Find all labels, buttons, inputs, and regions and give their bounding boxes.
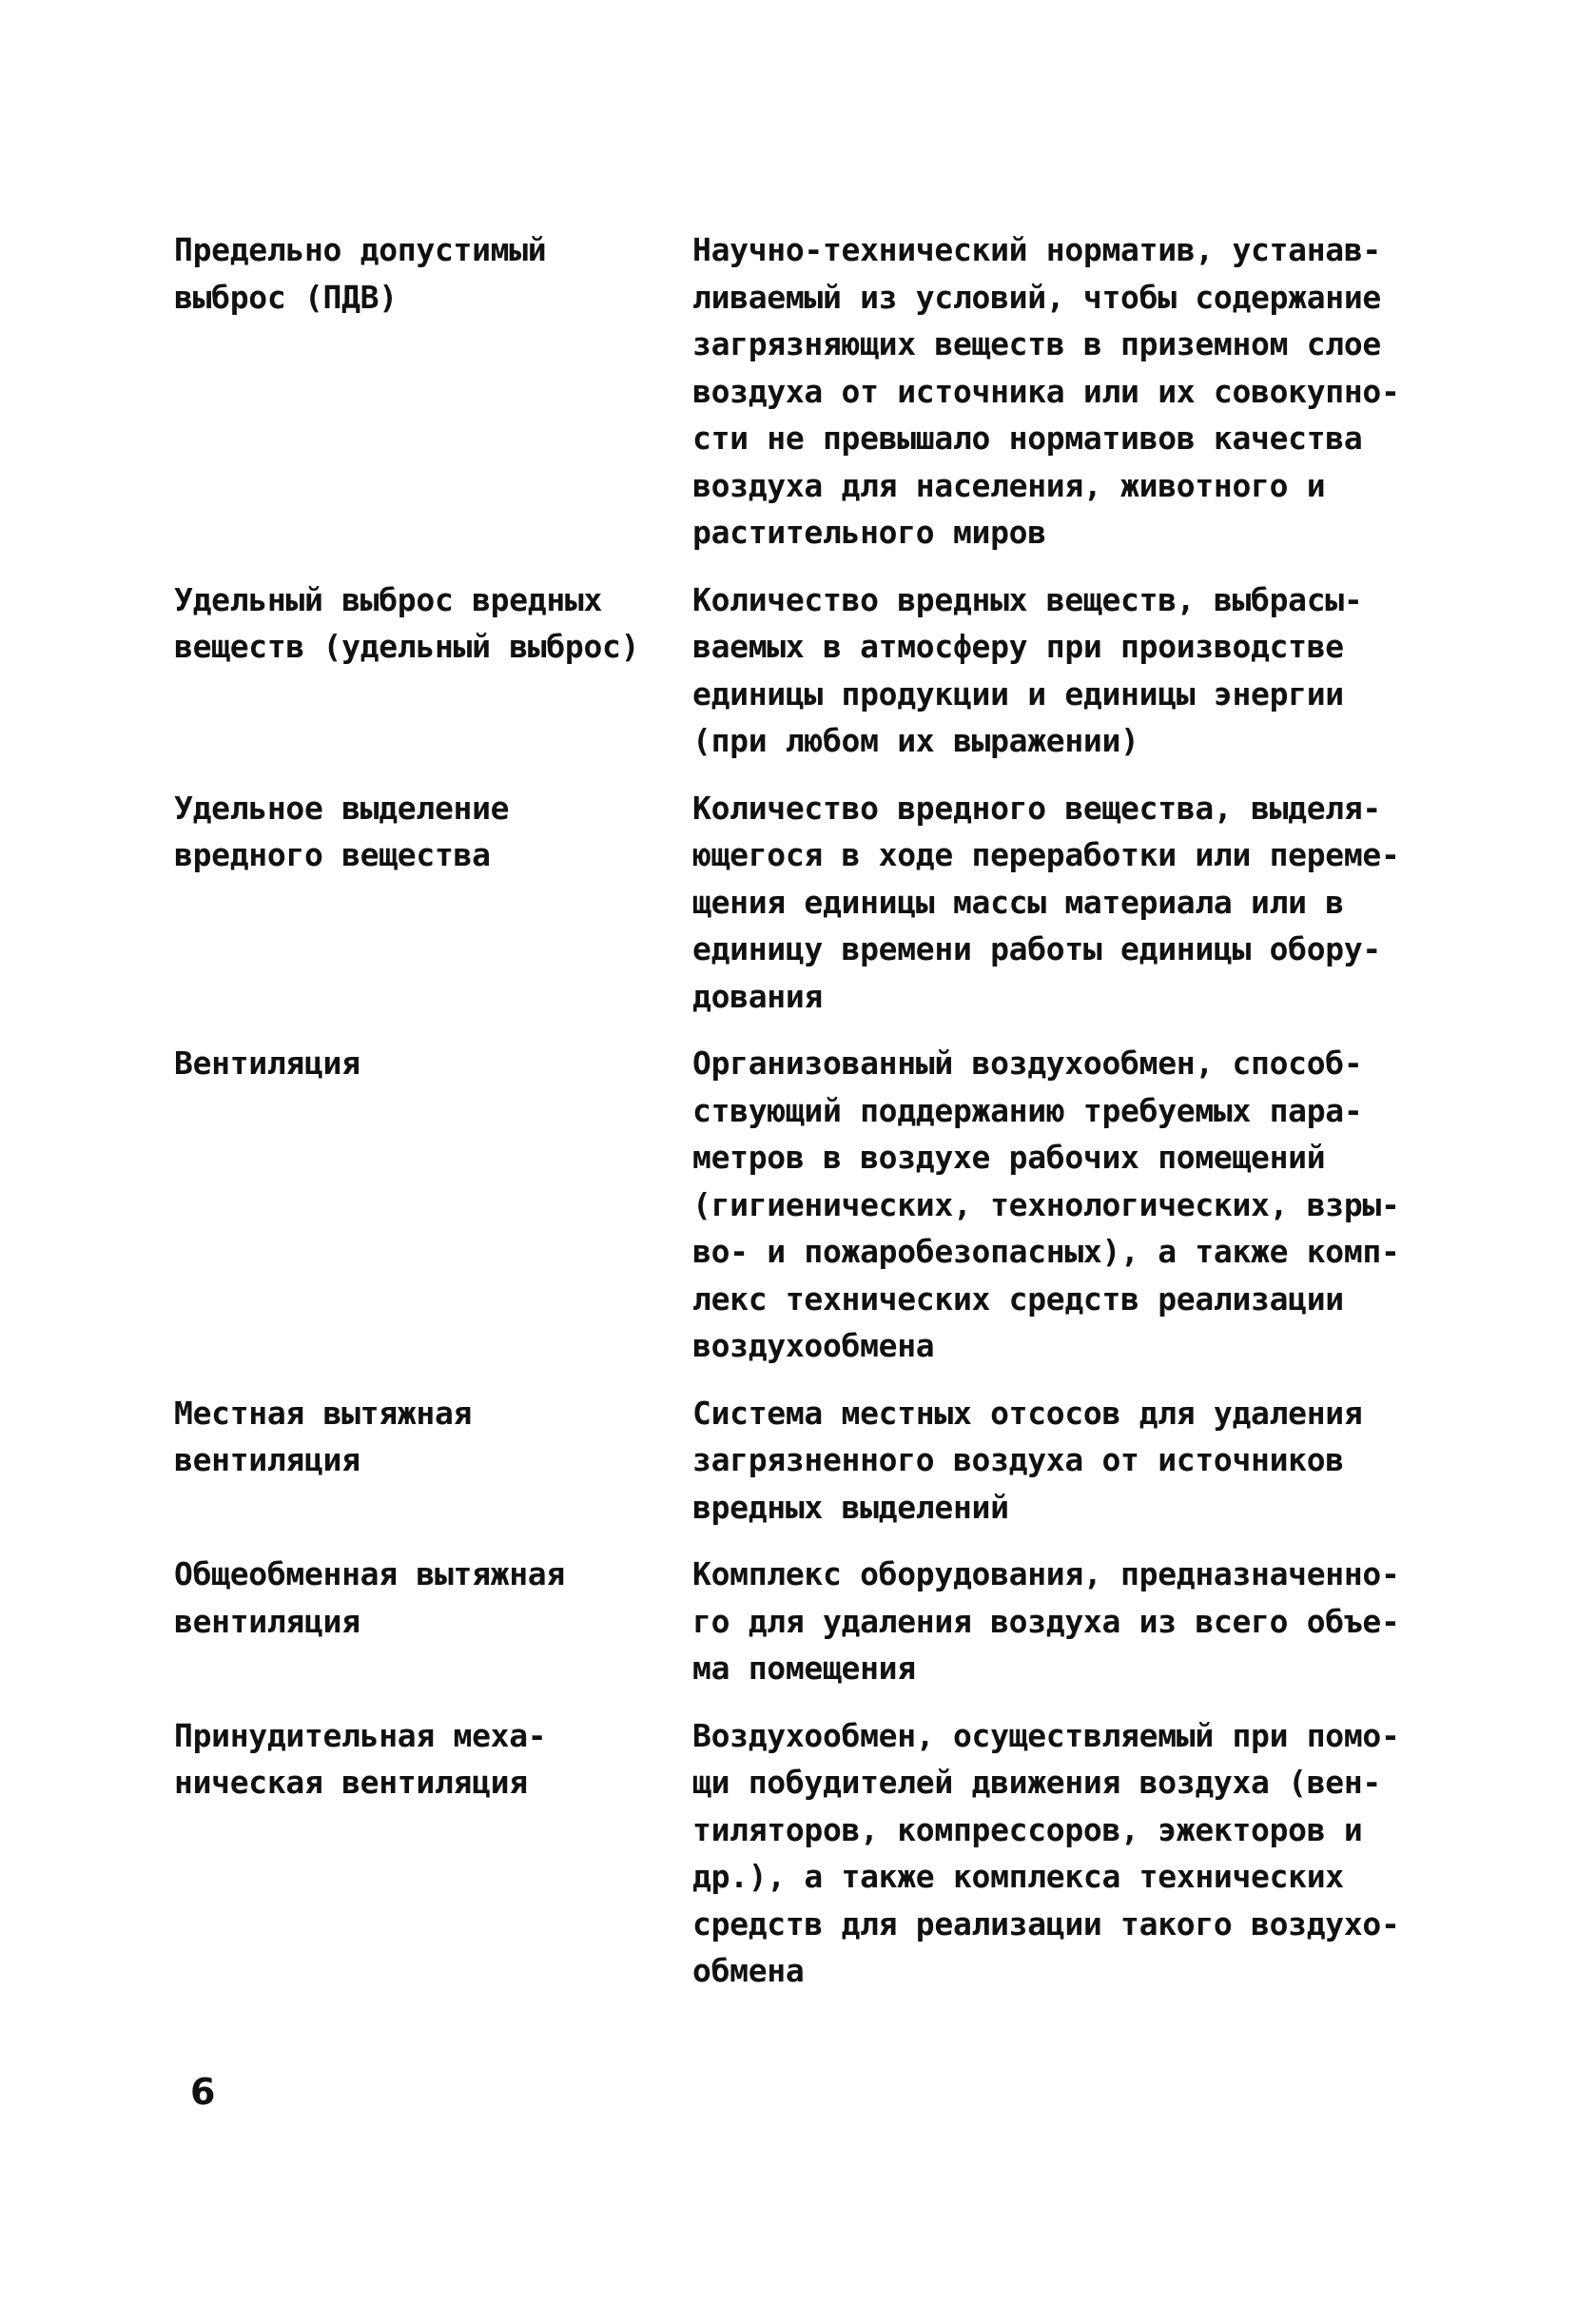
glossary-entry-specific-release — [174, 785, 1468, 1021]
glossary-entry-local-exhaust — [174, 1390, 1468, 1532]
glossary-table — [174, 226, 1468, 1995]
definition-ventilation: Организованный воздухообмен, способ- ствующий поддержанию требуемых пара- метров в воздухе рабочих помещений (гигиенических, технологических, взры- во- и пожаробезопасных), а также комп- лекс технических средств реализации воздухообмена — [692, 1045, 1400, 1364]
term-specific-emission: Удельный выброс вредных веществ (удельный выброс) — [174, 580, 640, 665]
definition-forced-mechanical: Воздухообмен, осуществляемый при помо- щи побудителей движения воздуха (вен- тиляторов, компрессоров, эжекторов и др.), а также комплекса технических средств для реализации такого воздухо- обмена — [692, 1716, 1400, 1989]
glossary-entry-specific-emission — [174, 576, 1468, 765]
definition-local-exhaust: Система местных отсосов для удаления загрязненного воздуха от источников вредных выделений — [692, 1394, 1363, 1526]
glossary-entry-general-exhaust — [174, 1551, 1468, 1692]
term-specific-release: Удельное выделение вредного вещества — [174, 789, 510, 873]
definition-specific-release: Количество вредного вещества, выделя- ющегося в ходе переработки или переме- щения единицы массы материала или в единицу времени работы единицы обору- дования — [692, 789, 1400, 1015]
glossary-entry-forced-mechanical — [174, 1712, 1468, 1995]
term-forced-mechanical: Принудительная меха- ническая вентиляция — [174, 1716, 547, 1801]
glossary-entry-pdv — [174, 226, 1468, 556]
term-pdv: Предельно допустимый выброс (ПДВ) — [174, 231, 547, 316]
page-number: 6 — [190, 2071, 216, 2113]
definition-general-exhaust: Комплекс оборудования, предназначенно- го для удаления воздуха из всего объе- ма помещения — [692, 1555, 1400, 1687]
term-ventilation: Вентиляция — [174, 1045, 360, 1082]
term-general-exhaust: Общеобменная вытяжная вентиляция — [174, 1555, 565, 1640]
glossary-entry-ventilation — [174, 1040, 1468, 1370]
definition-specific-emission: Количество вредных веществ, выбрасы- ваемых в атмосферу при производстве единицы продукции и единицы энергии (при любом их выражении) — [692, 580, 1363, 759]
definition-pdv: Научно-технический норматив, устанав- ливаемый из условий, чтобы содержание загрязняющих веществ в приземном слое воздуха от источника или их совокупно- сти не превышало нормативов качества воздуха для населения, животного и растительного миров — [692, 231, 1400, 551]
term-local-exhaust: Местная вытяжная вентиляция — [174, 1394, 473, 1478]
